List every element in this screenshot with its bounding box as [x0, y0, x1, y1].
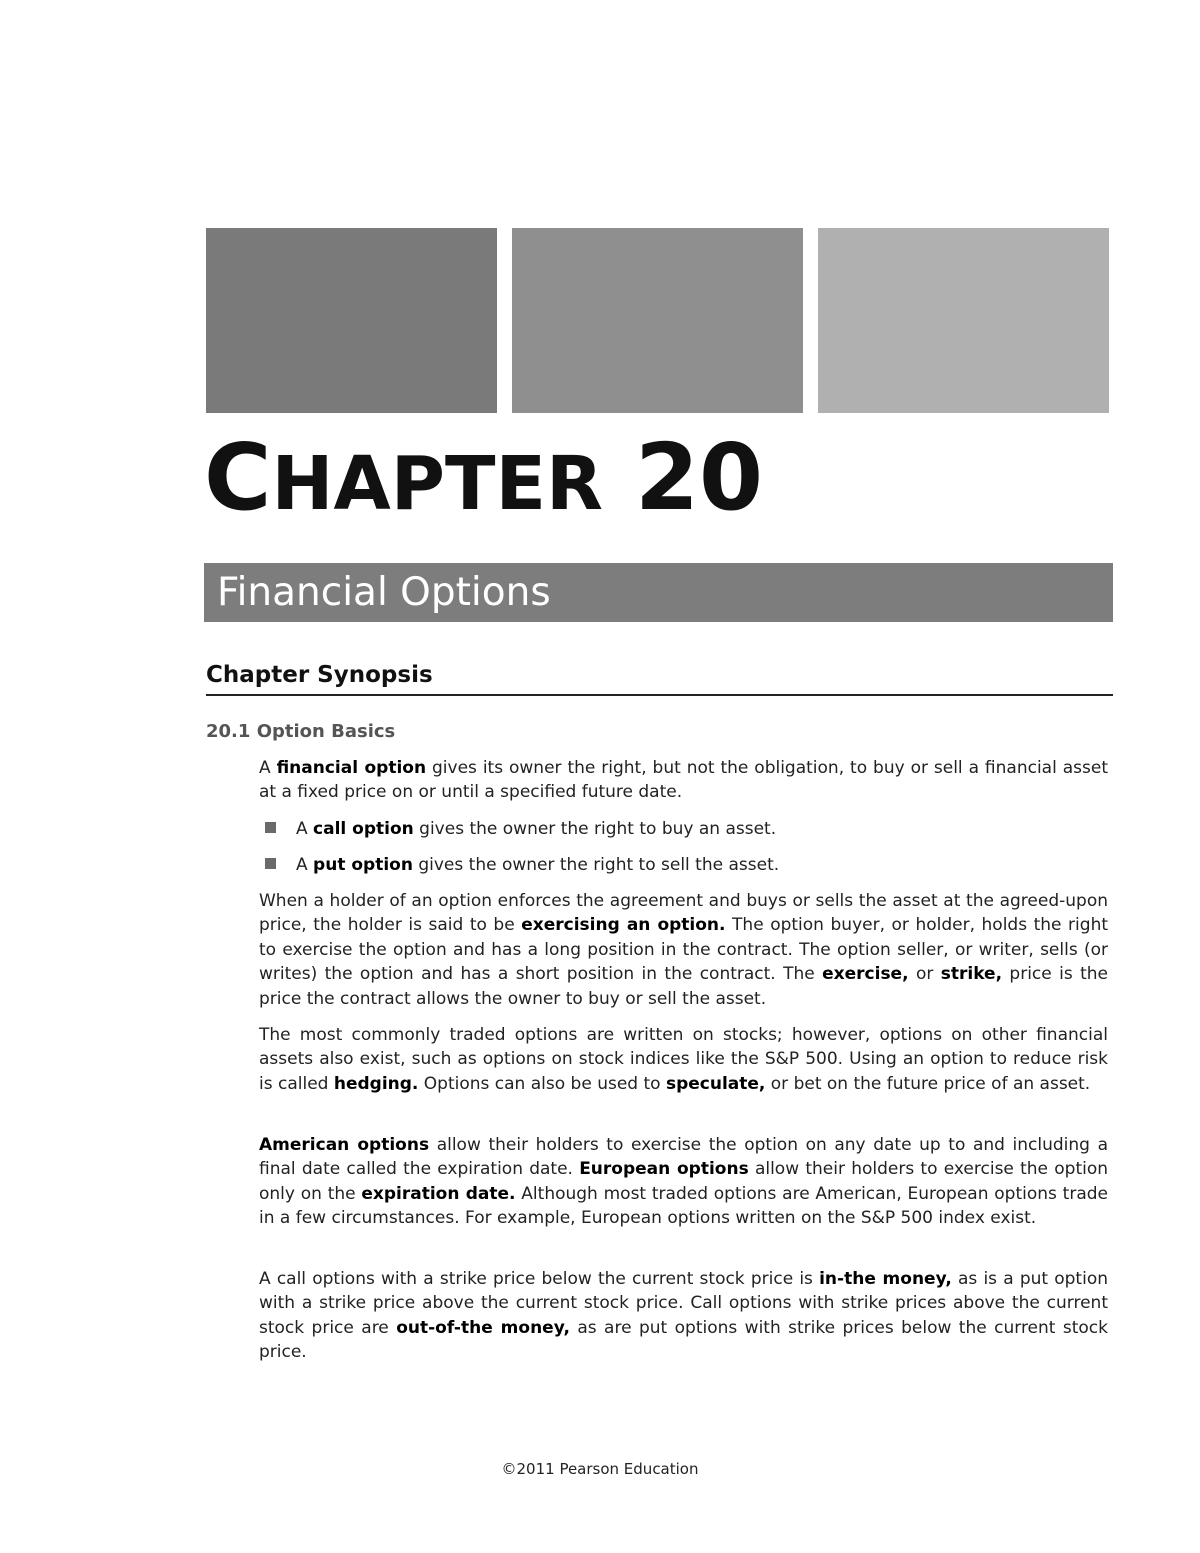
term-in-the-money: in-the money,	[819, 1269, 952, 1289]
term-put-option: put option	[313, 855, 413, 875]
square-bullet-icon	[265, 858, 276, 869]
section-number: 20.1	[206, 721, 251, 742]
term-strike: strike,	[940, 964, 1003, 985]
square-bullet-icon	[265, 822, 276, 833]
copyright-footer: ©2011 Pearson Education	[501, 1460, 699, 1478]
chapter-number: 20	[635, 424, 764, 531]
synopsis-heading: Chapter Synopsis	[206, 660, 1113, 696]
chapter-heading	[204, 424, 764, 531]
bullet-call-option: A call option gives the owner the right to buy an asset.	[265, 817, 1105, 841]
chapter-title-bar	[204, 563, 1113, 622]
header-block-light	[818, 228, 1109, 413]
section-heading	[206, 720, 395, 744]
paragraph-exercising: When a holder of an option enforces the agreement and buys or sells the asset at the agreed-upon price, the holder is said to be exercising an option. The option buyer, or holder, holds the right to exercise the option and has a long position in the contract. The option seller, or writer, sells (or writes) the option and has a short position in the contract. The exercise, or strike, price is the price the contract allows the owner to buy or sell the asset.	[259, 891, 1109, 1009]
paragraph-moneyness: A call options with a strike price below the current stock price is in-the money, as is a put option with a strike price above the current stock price. Call options with strike prices above the current stock price are out-of-the money, as are put options with strike prices below the current stock price.	[259, 1269, 1109, 1363]
chapter-word-rest: HAPTER	[271, 441, 603, 527]
term-american-options: American options	[259, 1135, 430, 1155]
header-block-dark	[206, 228, 497, 413]
term-hedging: hedging.	[333, 1073, 419, 1094]
term-speculate: speculate,	[665, 1073, 766, 1094]
term-exercising-an-option: exercising an option.	[521, 915, 726, 936]
term-call-option: call option	[313, 819, 414, 839]
chapter-title: Financial Options	[217, 570, 551, 615]
chapter-initial: C	[204, 424, 272, 531]
header-block-medium	[512, 228, 803, 413]
section-title: Option Basics	[256, 721, 396, 742]
term-exercise: exercise,	[822, 964, 909, 985]
paragraph-financial-option: A financial option gives its owner the right, but not the obligation, to buy or sell a financial asset at a fixed price on or until a specified future date.	[259, 758, 1108, 803]
paragraph-american-european: American options allow their holders to exercise the option on any date up to and including a final date called the expiration date. European options allow their holders to exercise the option only on the expiration date. Although most traded options are American, European options trade in a few circumstances. For example, European options written on the S&P 500 index exist.	[259, 1135, 1109, 1229]
term-out-of-the-money: out-of-the money,	[396, 1317, 570, 1338]
term-european-options: European options	[579, 1159, 749, 1180]
term-financial-option: financial option	[276, 758, 427, 778]
bullet-put-option: A put option gives the owner the right to sell the asset.	[265, 853, 1105, 877]
paragraph-traded-options: The most commonly traded options are written on stocks; however, options on other financial assets also exist, such as options on stock indices like the S&P 500. Using an option to reduce risk is called hedging. Options can also be used to speculate, or bet on the future price of an asset.	[259, 1025, 1108, 1094]
term-expiration-date: expiration date.	[361, 1183, 516, 1204]
